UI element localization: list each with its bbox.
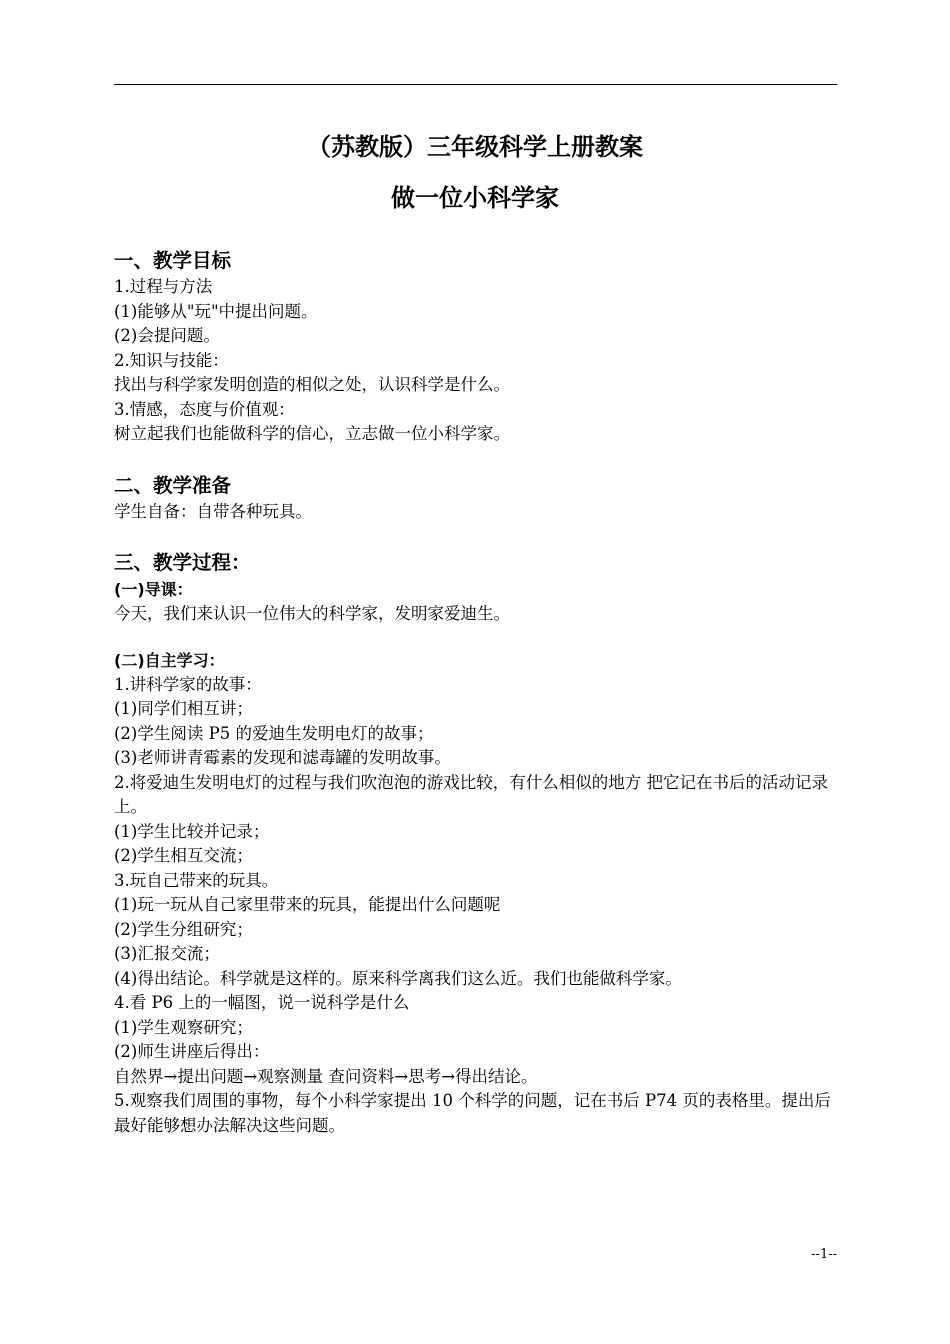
text-line: 找出与科学家发明创造的相似之处，认识科学是什么。 [114, 375, 510, 394]
document-title: （苏教版）三年级科学上册教案 [307, 133, 643, 161]
text-line: (4)得出结论。科学就是这样的。原来科学离我们这么近。我们也能做科学家。 [114, 968, 682, 988]
subsection-heading-intro: (一)导课： [114, 580, 193, 599]
text-line: (1)学生观察研究； [114, 1017, 253, 1037]
page-number: --1-- [811, 1247, 837, 1262]
text-line: 自然界→提出问题→观察测量 查问资料→思考→得出结论。 [114, 1066, 538, 1086]
text-line: 今天，我们来认识一位伟大的科学家，发明家爱迪生。 [114, 604, 510, 623]
section-heading-preparation: 二、教学准备 [114, 473, 232, 497]
header-rule [114, 84, 837, 85]
text-line: (2)学生阅读 P5 的爱迪生发明电灯的故事； [114, 723, 434, 743]
text-line: (3)老师讲青霉素的发现和滤毒罐的发明故事。 [114, 748, 451, 767]
section-heading-process: 三、教学过程： [114, 551, 251, 574]
text-line: (3)汇报交流； [114, 944, 220, 963]
text-line: (2)师生讲座后得出： [114, 1042, 270, 1061]
text-line: 3.情感，态度与价值观： [114, 399, 295, 419]
text-line: (1)学生比较并记录； [114, 821, 270, 841]
document-subtitle: 做一位小科学家 [391, 184, 559, 212]
section-heading-objectives: 一、教学目标 [114, 249, 232, 272]
text-paragraph: 2.将爱迪生发明电灯的过程与我们吹泡泡的游戏比较，有什么相似的地方 把它记在书后的活动记录上。 [114, 772, 828, 816]
text-line: 2.知识与技能： [114, 350, 229, 370]
text-line: 3.玩自己带来的玩具。 [114, 870, 279, 890]
text-line: (1)玩一玩从自己家里带来的玩具，能提出什么问题呢 [114, 895, 501, 914]
text-line: (2)学生相互交流； [114, 846, 253, 865]
text-line: 4.看 P6 上的一幅图，说一说科学是什么 [114, 993, 410, 1012]
text-line: 1.讲科学家的故事： [114, 674, 262, 694]
document-body [114, 247, 840, 1138]
text-line: (2)会提问题。 [114, 326, 220, 345]
text-line: 学生自备：自带各种玩具。 [114, 501, 312, 521]
subsection-heading-self-study: (二)自主学习： [114, 650, 225, 670]
text-line: (2)学生分组研究； [114, 919, 253, 939]
text-line: 树立起我们也能做科学的信心，立志做一位小科学家。 [114, 424, 510, 443]
text-line: (1)能够从"玩"中提出问题。 [114, 301, 318, 321]
text-paragraph: 5.观察我们周围的事物，每个小科学家提出 10 个科学的问题，记在书后 P74 页的表格里。提出后最好能够想办法解决这些问题。 [114, 1091, 831, 1135]
text-line: (1)同学们相互讲； [114, 699, 253, 718]
text-line: 1.过程与方法 [114, 277, 213, 296]
